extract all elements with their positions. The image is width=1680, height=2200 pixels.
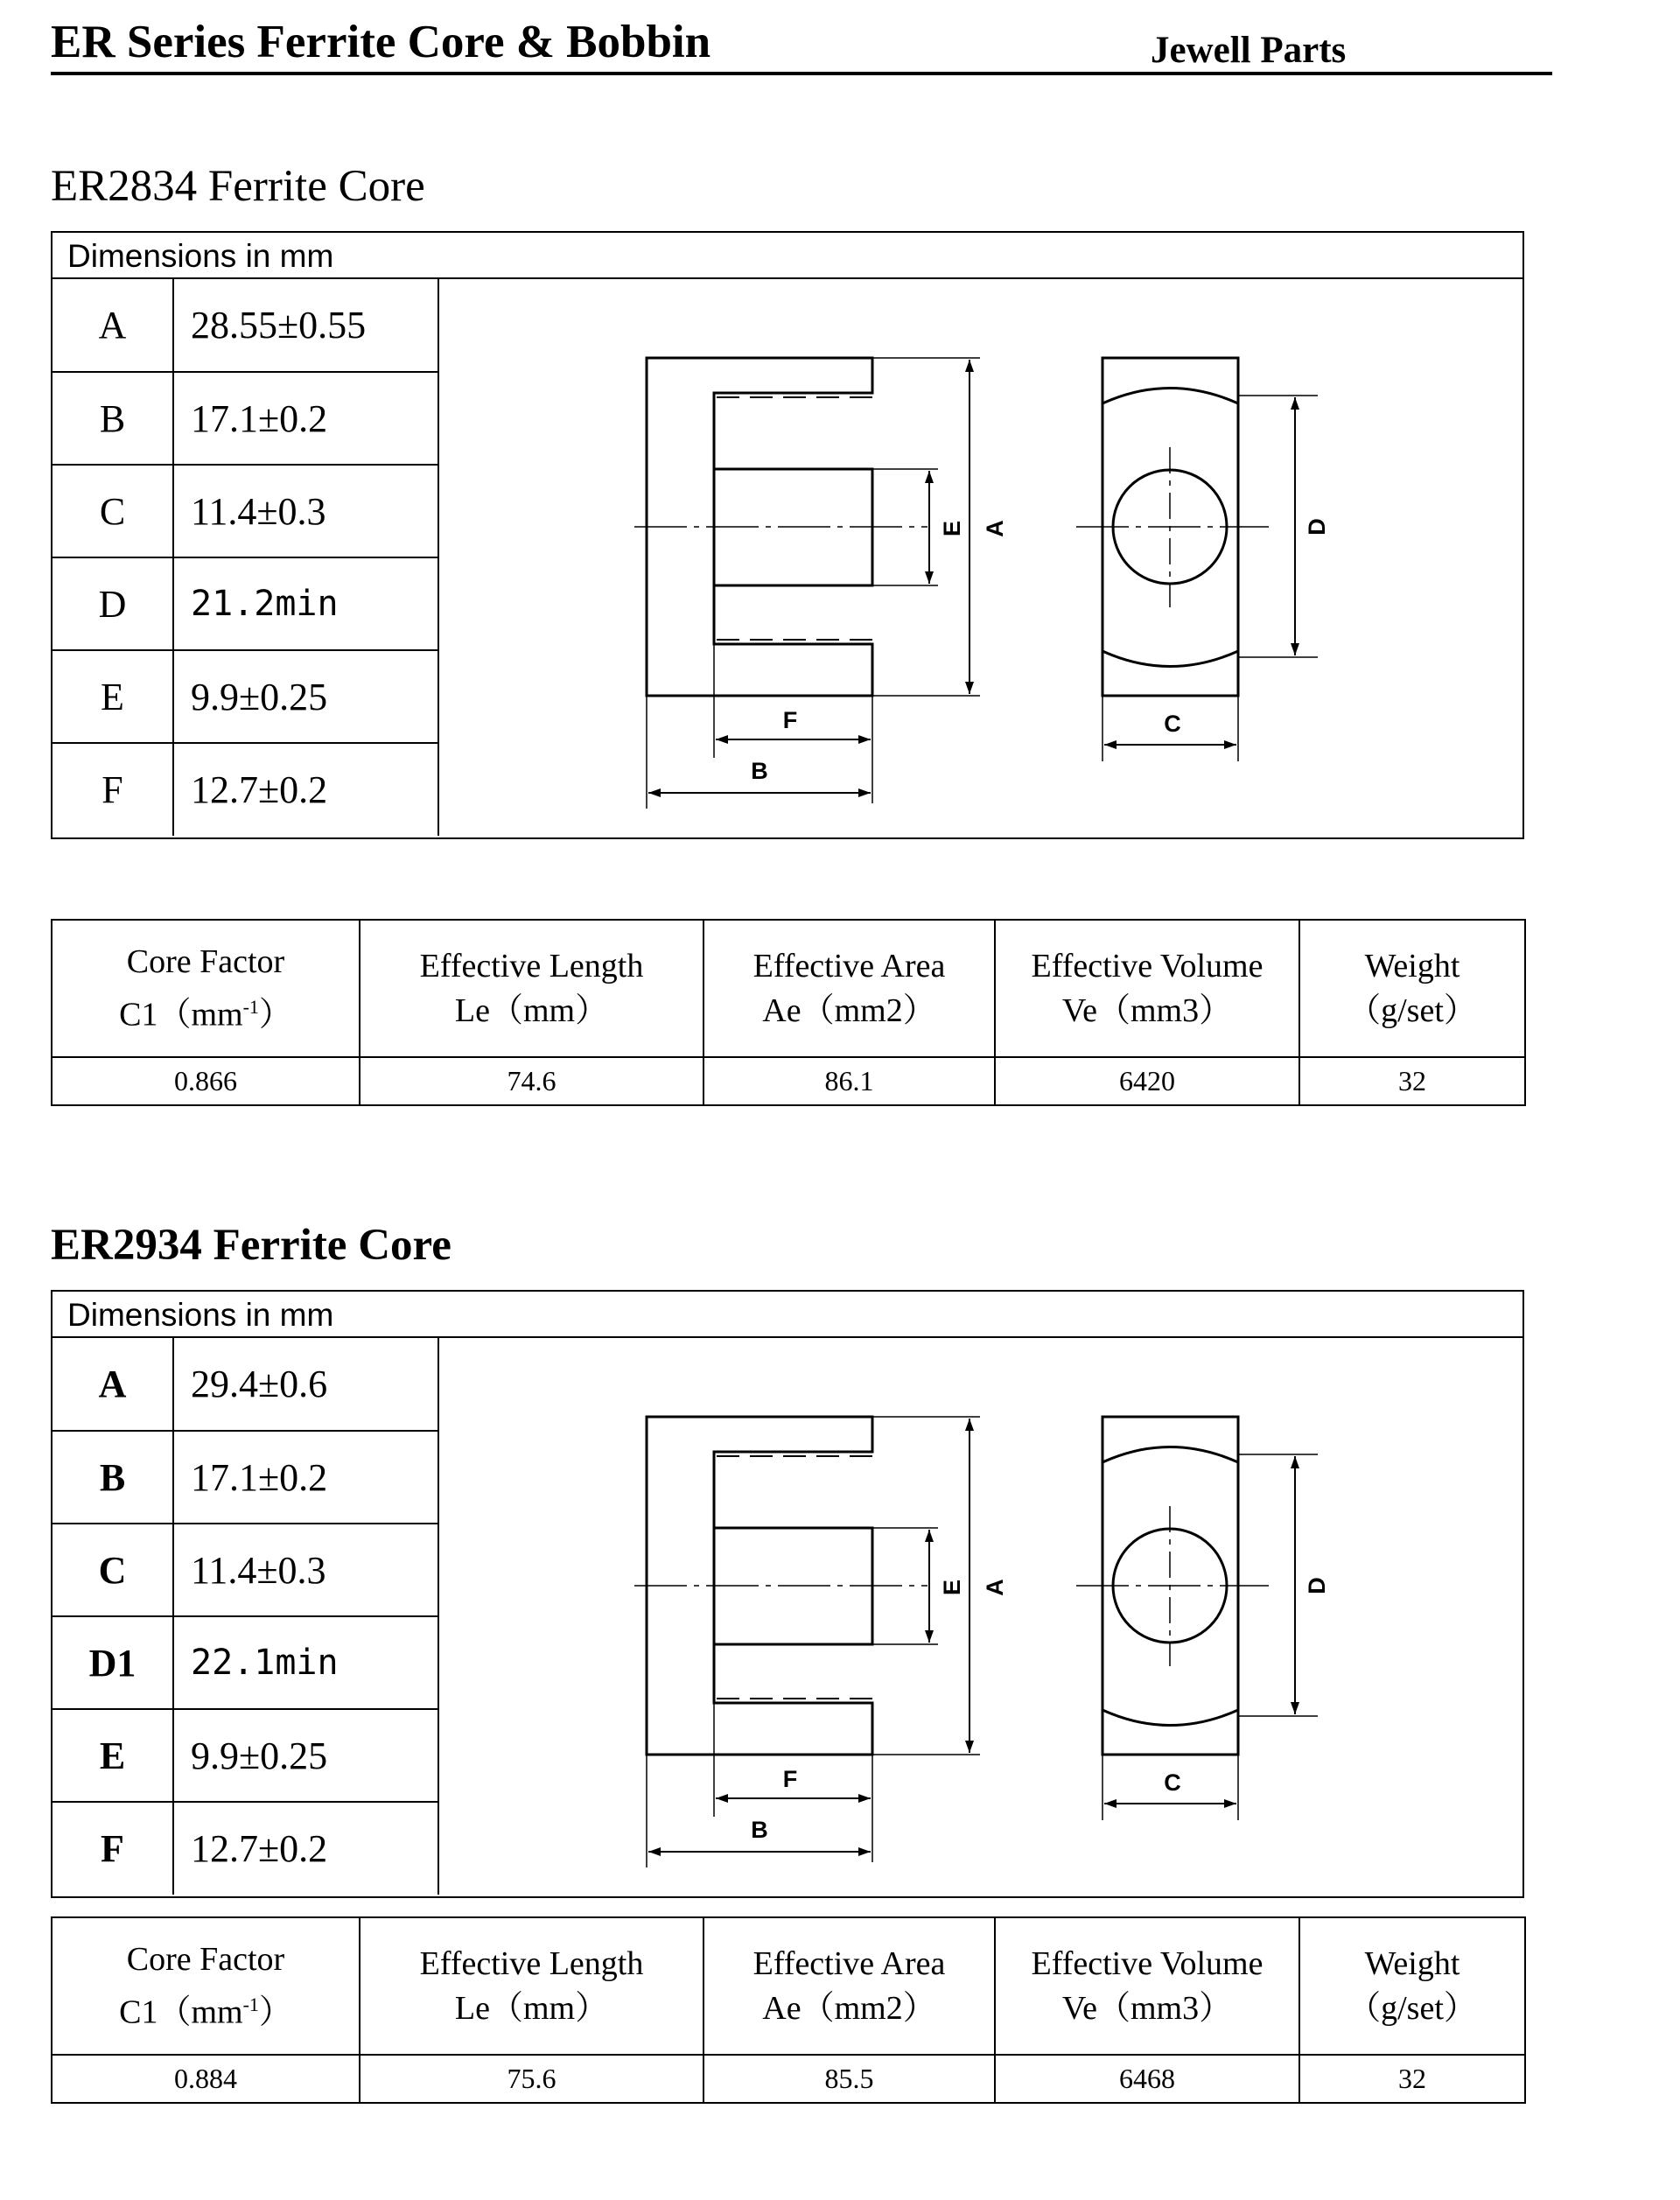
dimension-label: E [52, 1709, 173, 1802]
dimensions-panel-er2834 [51, 231, 1524, 839]
property-value-effective-volume: 6420 [995, 1057, 1299, 1105]
label-a: A [982, 1579, 1009, 1596]
dimension-label: C [52, 465, 173, 557]
property-header-weight: Weight （g/set） [1299, 1917, 1525, 2055]
label-a: A [982, 520, 1009, 537]
property-value-effective-length: 75.6 [360, 2055, 704, 2103]
label-e: E [939, 1579, 966, 1596]
property-value-effective-area: 86.1 [704, 1057, 995, 1105]
label-d: D [1304, 1577, 1331, 1594]
dimension-label: F [52, 743, 173, 836]
dimension-value: 9.9±0.25 [173, 650, 438, 743]
dimension-label: A [52, 279, 173, 372]
dimension-value: 22.1min [173, 1616, 438, 1709]
label-e: E [939, 520, 966, 537]
dimension-value: 11.4±0.3 [173, 465, 438, 557]
dimension-value: 12.7±0.2 [173, 743, 438, 836]
dimension-label: B [52, 372, 173, 465]
property-value-core-factor: 0.866 [52, 1057, 360, 1105]
dimension-label: B [52, 1431, 173, 1524]
dimension-label: A [52, 1338, 173, 1431]
property-header-weight: Weight （g/set） [1299, 920, 1525, 1057]
properties-table-er2934 [51, 1916, 1526, 2104]
core-drawing-er2834 [52, 233, 1526, 841]
dimension-label: D1 [52, 1616, 173, 1709]
property-header-effective-length: Effective Length Le（mm） [360, 920, 704, 1057]
section-title-er2934: ER2934 Ferrite Core [51, 1221, 452, 1270]
dimension-value: 21.2min [173, 557, 438, 650]
label-d: D [1304, 518, 1331, 536]
dimensions-caption: Dimensions in mm [52, 1292, 1522, 1338]
dimension-value: 12.7±0.2 [173, 1802, 438, 1895]
header-divider [51, 72, 1552, 75]
dimension-value: 9.9±0.25 [173, 1709, 438, 1802]
property-header-effective-volume: Effective Volume Ve（mm3） [995, 1917, 1299, 2055]
property-header-effective-area: Effective Area Ae（mm2） [704, 1917, 995, 2055]
label-f: F [782, 1766, 798, 1792]
properties-table-er2834 [51, 919, 1526, 1106]
property-value-effective-length: 74.6 [360, 1057, 704, 1105]
company-name: Jewell Parts [1151, 30, 1347, 71]
dimension-label: F [52, 1802, 173, 1895]
property-value-core-factor: 0.884 [52, 2055, 360, 2103]
section-title-er2834: ER2834 Ferrite Core [51, 162, 425, 211]
label-f: F [782, 707, 798, 733]
label-b: B [751, 1817, 768, 1843]
dimension-label: E [52, 650, 173, 743]
property-header-effective-area: Effective Area Ae（mm2） [704, 920, 995, 1057]
dimension-label: C [52, 1524, 173, 1616]
dimension-value: 17.1±0.2 [173, 372, 438, 465]
dimensions-panel-er2934 [51, 1290, 1524, 1898]
label-c: C [1164, 711, 1181, 737]
property-value-weight: 32 [1299, 1057, 1525, 1105]
property-value-weight: 32 [1299, 2055, 1525, 2103]
dimension-value: 17.1±0.2 [173, 1431, 438, 1524]
dimension-label: D [52, 557, 173, 650]
dimension-value: 28.55±0.55 [173, 279, 438, 372]
property-value-effective-area: 85.5 [704, 2055, 995, 2103]
property-header-core-factor: Core Factor $C1(mm^{-1})$ [52, 1917, 360, 2055]
property-header-core-factor: Core Factor $C1(mm^{-1})$ [52, 920, 360, 1057]
label-b: B [751, 758, 768, 784]
property-header-effective-volume: Effective Volume Ve（mm3） [995, 920, 1299, 1057]
dimension-value: 29.4±0.6 [173, 1338, 438, 1431]
dimension-value: 11.4±0.3 [173, 1524, 438, 1616]
dimensions-caption: Dimensions in mm [52, 233, 1522, 279]
property-value-effective-volume: 6468 [995, 2055, 1299, 2103]
core-drawing-er2934 [52, 1292, 1526, 1900]
label-c: C [1164, 1769, 1181, 1796]
document-title: ER Series Ferrite Core & Bobbin [51, 17, 711, 67]
property-header-effective-length: Effective Length Le（mm） [360, 1917, 704, 2055]
